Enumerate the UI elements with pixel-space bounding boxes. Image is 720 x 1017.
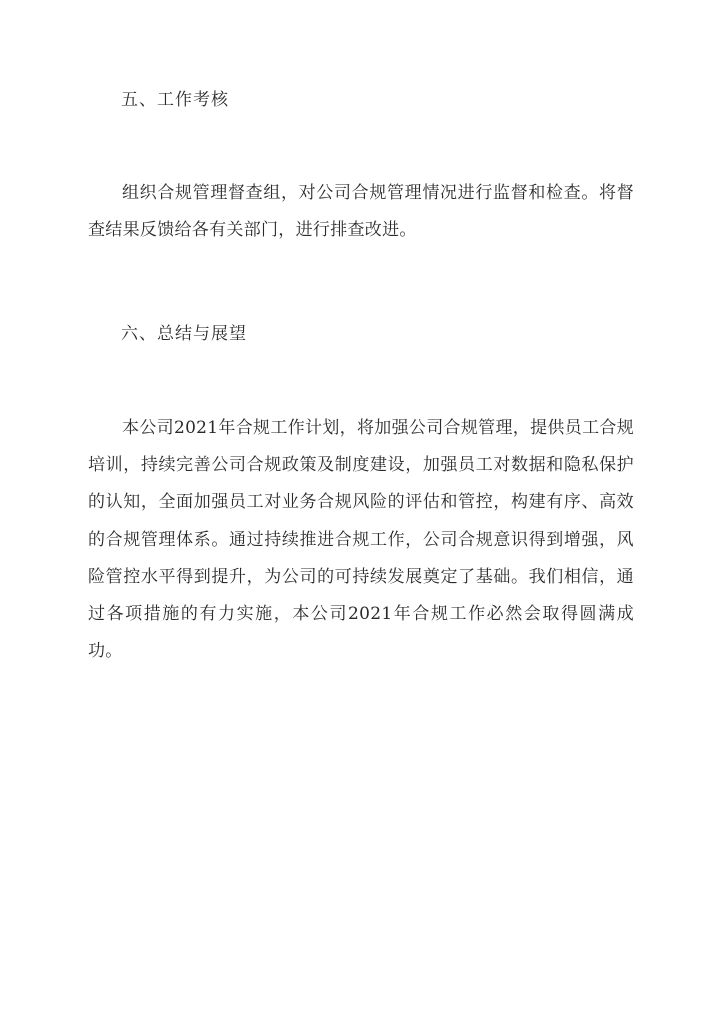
section-6-heading: 六、总结与展望 — [121, 324, 247, 344]
section-6-body: 本公司2021年合规工作计划，将加强公司合规管理，提供员工合规培训，持续完善公司合规政策及制度建设，加强员工对数据和隐私保护的认知，全面加强员工对业务合规风险的评估和管控，构建有序、高效的合规管理体系。通过持续推进合规工作，公司合规意识得到增强，风险管控水平得到提升，为公司的可持续发展奠定了基础。我们相信，通过各项措施的有力实施，本公司2021年合规工作必然会取得圆满成功。 — [88, 418, 634, 662]
section-5-body: 组织合规管理督查组，对公司合规管理情况进行监督和检查。将督查结果反馈给各有关部门，进行排查改进。 — [88, 183, 634, 241]
section-5-heading: 五、工作考核 — [121, 90, 229, 110]
